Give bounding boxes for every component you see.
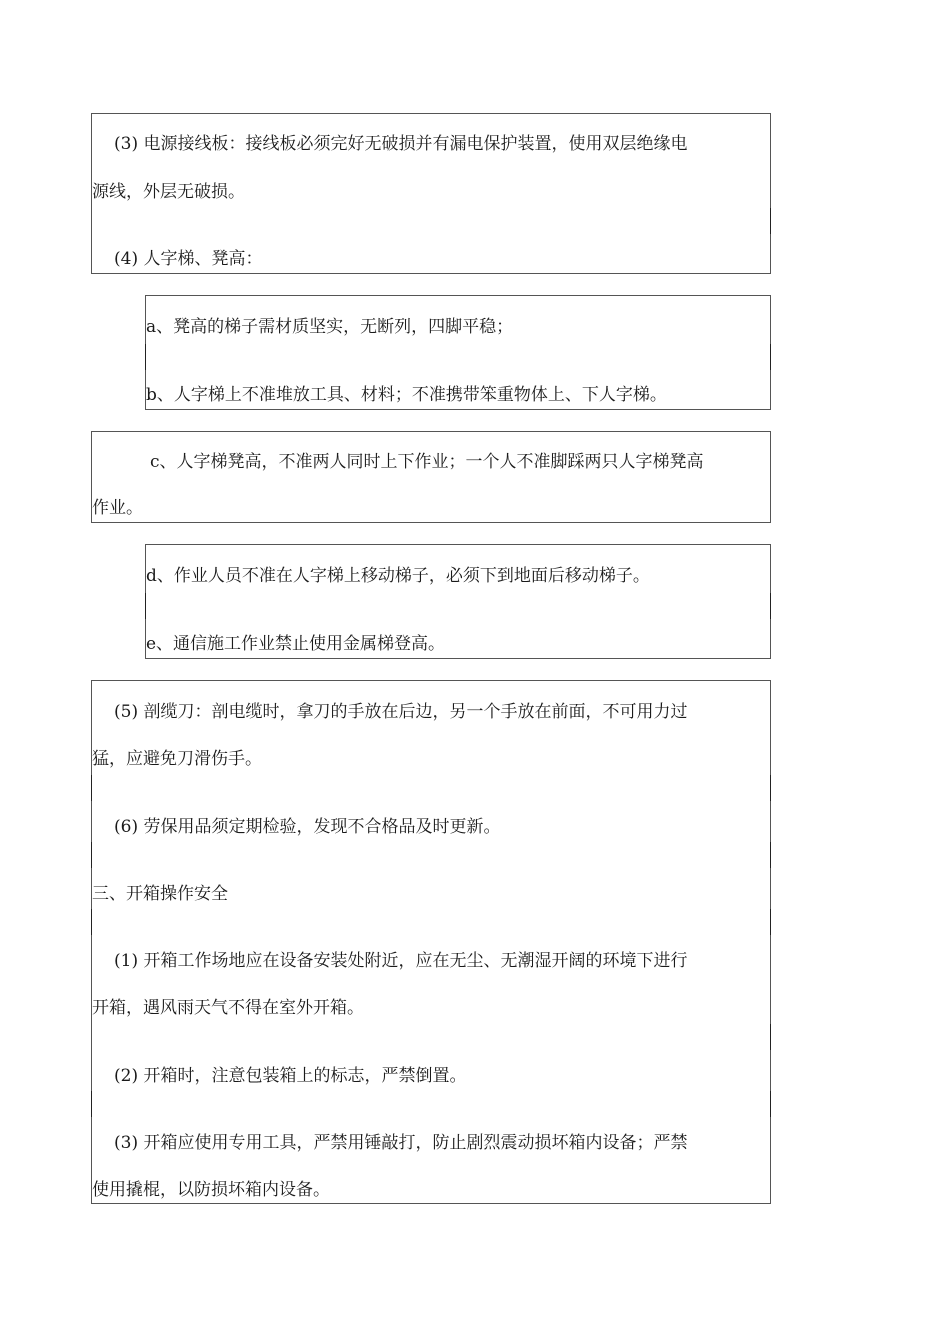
border-tick xyxy=(770,909,771,935)
text-line: 作业。 xyxy=(92,498,143,518)
text-line: a、凳高的梯子需材质坚实，无断列，四脚平稳； xyxy=(146,317,514,337)
border-tick xyxy=(145,344,146,370)
text-line: b、人字梯上不准堆放工具、材料；不准携带笨重物体上、下人字梯。 xyxy=(146,385,667,405)
text-box-ladder-item-c xyxy=(91,431,771,523)
border-tick xyxy=(770,1091,771,1117)
text-line: (5) 剖缆刀：剖电缆时，拿刀的手放在后边，另一个手放在前面，不可用力过 xyxy=(114,702,688,722)
text-line: 源线，外层无破损。 xyxy=(92,182,245,202)
text-box-ladder-items-ab xyxy=(145,295,771,410)
border-tick xyxy=(770,593,771,619)
border-tick xyxy=(91,842,92,868)
text-line: (6) 劳保用品须定期检验，发现不合格品及时更新。 xyxy=(114,817,501,837)
text-line: 猛，应避免刀滑伤手。 xyxy=(92,749,262,769)
text-line: e、通信施工作业禁止使用金属梯登高。 xyxy=(146,634,446,654)
text-line: (4) 人字梯、凳高： xyxy=(114,249,263,269)
text-line: 使用撬棍，以防损坏箱内设备。 xyxy=(92,1180,330,1200)
text-line: 开箱，遇风雨天气不得在室外开箱。 xyxy=(92,998,364,1018)
border-tick xyxy=(770,1024,771,1050)
text-line: c、人字梯凳高，不准两人同时上下作业；一个人不准脚踩两只人字梯凳高 xyxy=(150,452,704,472)
border-tick xyxy=(91,909,92,935)
border-tick xyxy=(91,775,92,801)
text-box-ladder-items-de xyxy=(145,544,771,659)
border-tick xyxy=(145,593,146,619)
text-box-cable-knife-unboxing xyxy=(91,680,771,1204)
border-tick xyxy=(770,842,771,868)
text-line: d、作业人员不准在人字梯上移动梯子，必须下到地面后移动梯子。 xyxy=(146,566,650,586)
text-line: (1) 开箱工作场地应在设备安装处附近，应在无尘、无潮湿开阔的环境下进行 xyxy=(114,951,688,971)
border-tick xyxy=(770,208,771,234)
border-tick xyxy=(770,775,771,801)
section-heading: 三、开箱操作安全 xyxy=(92,884,228,904)
text-line: (2) 开箱时，注意包装箱上的标志，严禁倒置。 xyxy=(114,1066,467,1086)
text-line: (3) 开箱应使用专用工具，严禁用锤敲打，防止剧烈震动损坏箱内设备；严禁 xyxy=(114,1133,688,1153)
border-tick xyxy=(91,1091,92,1117)
border-tick xyxy=(770,344,771,370)
text-box-power-strip-ladder xyxy=(91,113,771,274)
text-line: (3) 电源接线板：接线板必须完好无破损并有漏电保护装置，使用双层绝缘电 xyxy=(114,134,688,154)
